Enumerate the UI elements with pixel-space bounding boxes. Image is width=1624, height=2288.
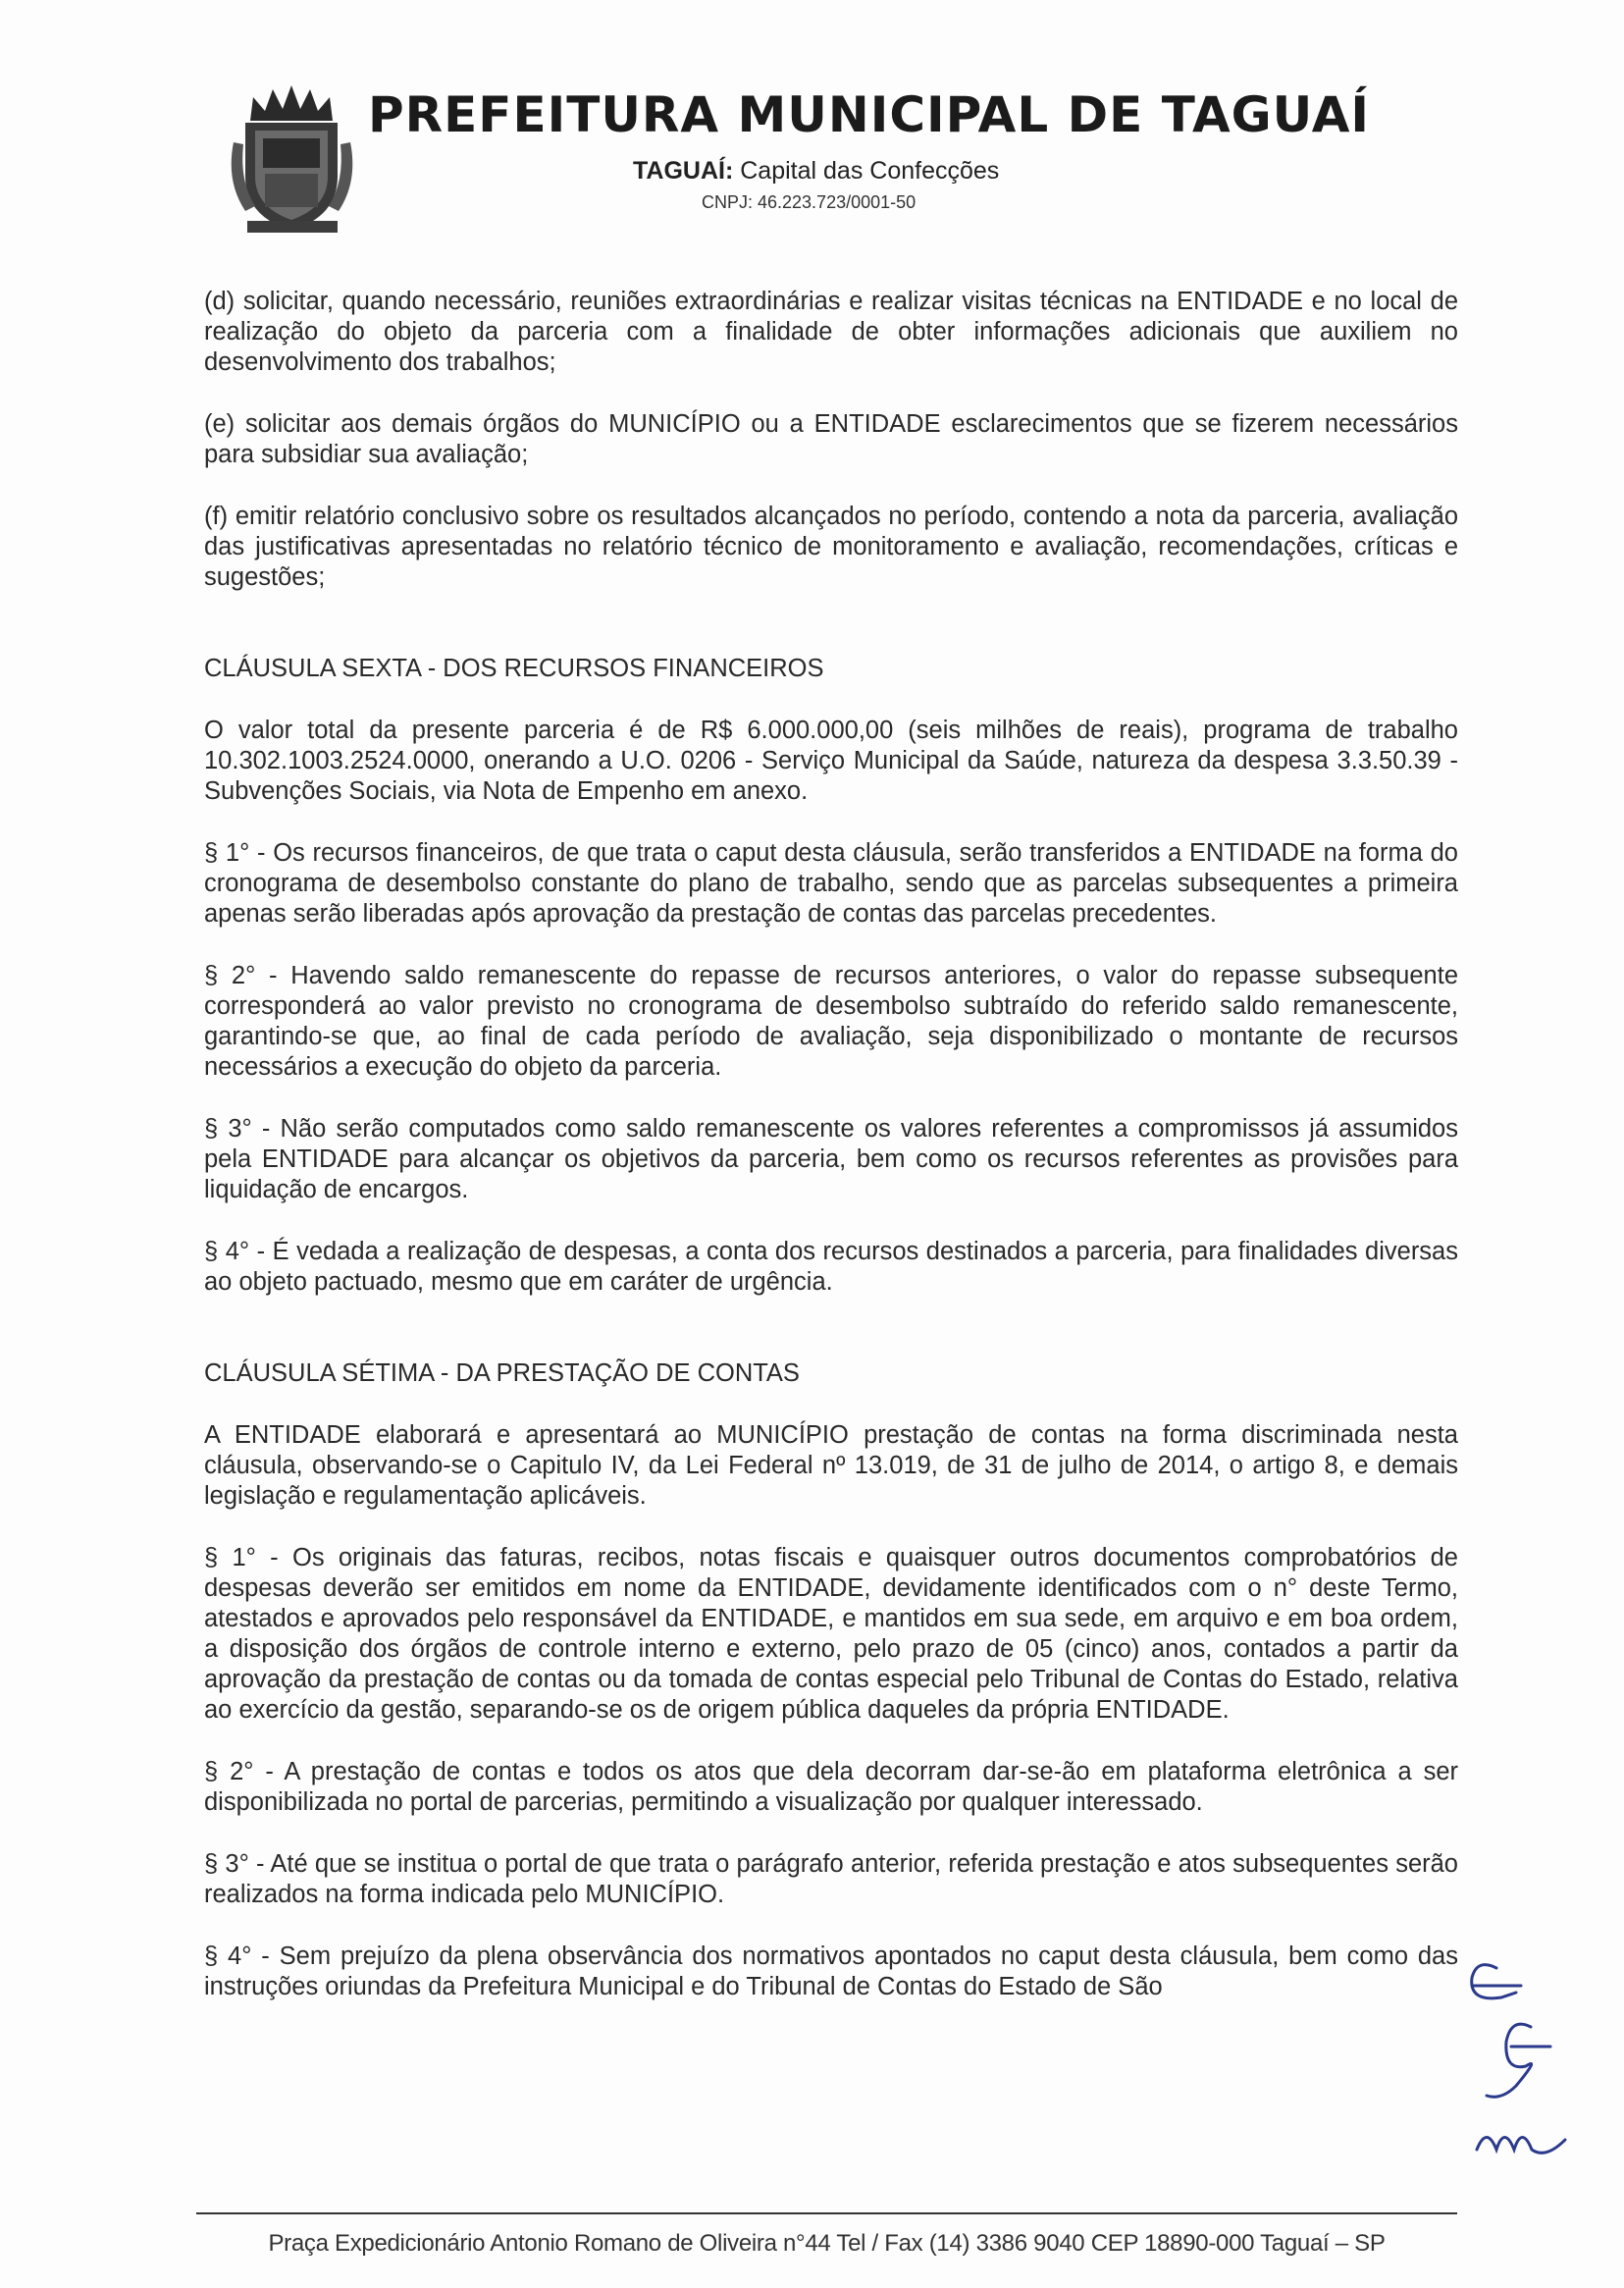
clause-seven-paragraph-2: § 2° - A prestação de contas e todos os atos que dela decorram dar-se-ão em plataforma eletrônica a ser disponibilizada no portal de parcerias, permitindo a visualização por qualquer interessado.: [204, 1758, 1458, 1816]
clause-six-intro: O valor total da presente parceria é de R$ 6.000.000,00 (seis milhões de reais), programa de trabalho 10.302.1003.2524.0000, onerando a U.O. 0206 - Serviço Municipal da Saúde, natureza da despesa 3.3.50.39 - Subvenções Sociais, via Nota de Empenho em anexo.: [204, 717, 1458, 805]
clause-six-paragraph-3: § 3° - Não serão computados como saldo remanescente os valores referentes a compromissos já assumidos pela ENTIDADE para alcançar os objetivos da parceria, bem como os recursos referentes as provisões para liquidação de encargos.: [204, 1115, 1458, 1203]
clause-six-paragraph-2: § 2° - Havendo saldo remanescente do repasse de recursos anteriores, o valor do repasse subsequente corresponderá ao valor previsto no cronograma de desembolso subtraído do referido saldo remanescente, garantindo-se que, ao final de cada período de avaliação, seja disponibilizado o montante de recursos necessários a execução do objeto da parceria.: [204, 962, 1458, 1081]
clause-seven-paragraph-3: § 3° - Até que se institua o portal de que trata o parágrafo anterior, referida prestação e atos subsequentes serão realizados na forma indicada pelo MUNICÍPIO.: [204, 1850, 1458, 1908]
footer-divider: [196, 2212, 1457, 2214]
paragraph-f: (f) emitir relatório conclusivo sobre os resultados alcançados no período, contendo a nota da parceria, avaliação das justificativas apresentadas no relatório técnico de monitoramento e avaliação, recomendações, críticas e sugestões;: [204, 503, 1458, 591]
municipality-title: PREFEITURA MUNICIPAL DE TAGUAÍ: [368, 86, 1371, 143]
clause-seven-paragraph-4: § 4° - Sem prejuízo da plena observância dos normativos apontados no caput desta cláusula, bem como das instruções oriundas da Prefeitura Municipal e do Tribunal de Contas do Estado de São: [204, 1942, 1458, 2000]
paragraph-e: (e) solicitar aos demais órgãos do MUNICÍPIO ou a ENTIDADE esclarecimentos que se fizerem necessários para subsidiar sua avaliação;: [204, 410, 1458, 468]
paragraph-d: (d) solicitar, quando necessário, reuniões extraordinárias e realizar visitas técnicas na ENTIDADE e no local de realização do objeto da parceria com a finalidade de obter informações adicionais que auxiliem no desenvolvimento dos trabalhos;: [204, 288, 1458, 376]
municipality-motto: [633, 157, 999, 186]
letterhead: [226, 79, 1403, 226]
clause-six-paragraph-4: § 4° - É vedada a realização de despesas, a conta dos recursos destinados a parceria, para finalidades diversas ao objeto pactuado, mesmo que em caráter de urgência.: [204, 1238, 1458, 1296]
footer-address: Praça Expedicionário Antonio Romano de Oliveira n°44 Tel / Fax (14) 3386 9040 CEP 18890-000 Taguaí – SP: [268, 2230, 1386, 2257]
clause-six-heading: CLÁUSULA SEXTA - DOS RECURSOS FINANCEIROS: [204, 655, 824, 682]
handwritten-initials-icon: [1457, 1948, 1585, 2174]
clause-seven-paragraph-1: § 1° - Os originais das faturas, recibos, notas fiscais e quaisquer outros documentos comprobatórios de despesas deverão ser emitidos em nome da ENTIDADE, devidamente identificados com o n° deste Termo, atestados e aprovados pelo responsável da ENTIDADE, e mantidos em sua sede, em arquivo e em boa ordem, a disposição dos órgãos de controle interno e externo, pelo prazo de 05 (cinco) anos, contados a partir da aprovação da prestação de contas ou da tomada de contas especial pelo Tribunal de Contas do Estado, relativa ao exercício da gestão, separando-se os de origem pública daqueles da própria ENTIDADE.: [204, 1544, 1458, 1724]
cnpj-number: CNPJ: 46.223.723/0001-50: [702, 192, 917, 212]
motto-bold: TAGUAÍ:: [633, 157, 734, 185]
motto-text: Capital das Confecções: [740, 157, 1000, 185]
municipal-crest-icon: [226, 83, 358, 236]
clause-six-paragraph-1: § 1° - Os recursos financeiros, de que trata o caput desta cláusula, serão transferidos a ENTIDADE na forma do cronograma de desembolso constante do plano de trabalho, sendo que as parcelas subsequentes a primeira apenas serão liberadas após aprovação da prestação de contas das parcelas precedentes.: [204, 839, 1458, 928]
document-body: [204, 287, 1458, 2002]
clause-seven-intro: A ENTIDADE elaborará e apresentará ao MUNICÍPIO prestação de contas na forma discriminada nesta cláusula, observando-se o Capitulo IV, da Lei Federal nº 13.019, de 31 de julho de 2014, o artigo 8, e demais legislação e regulamentação aplicáveis.: [204, 1421, 1458, 1510]
clause-seven-heading: CLÁUSULA SÉTIMA - DA PRESTAÇÃO DE CONTAS: [204, 1359, 800, 1387]
